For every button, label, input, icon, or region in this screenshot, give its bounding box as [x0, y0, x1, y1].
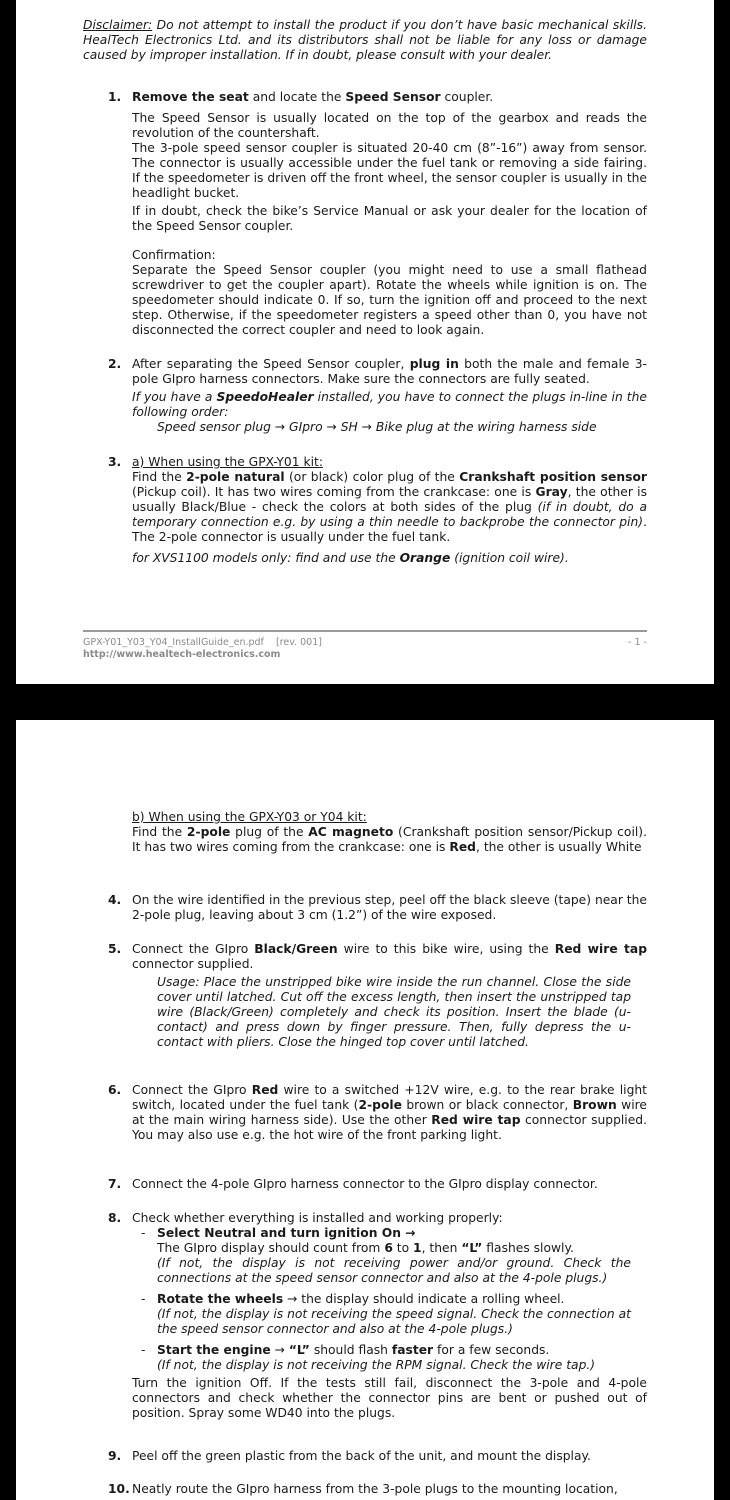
step-1-para-1: The Speed Sensor is usually located on the top of the gearbox and reads the revolution of the countershaft.: [132, 111, 647, 140]
list-item: [83, 1177, 647, 1192]
step-number: 6.: [108, 1083, 122, 1097]
step-9: [83, 1449, 647, 1464]
document-page-1: [16, 0, 714, 684]
step-8-para: Check whether everything is installed and working properly:: [132, 1211, 503, 1225]
step-number: 7.: [108, 1177, 122, 1191]
disclaimer-text: Do not attempt to install the product if you don’t have basic mechanical skills. HealTech Electronics Ltd. and its distributors shall not be liable for any loss or damage caused by improper installation. If in doubt, please consult with your dealer.: [83, 18, 647, 62]
speedohealer-note: If you have a SpeedoHealer installed, you have to connect the plugs in-line in the following order:: [132, 390, 647, 419]
footer-divider: [83, 630, 647, 632]
step-7: [83, 1177, 647, 1192]
list-item: [83, 893, 647, 923]
disclaimer-label: Disclaimer:: [83, 18, 153, 32]
list-item: [83, 1449, 647, 1464]
check-rotate-wheels: - Rotate the wheels → the display should indicate a rolling wheel. (If not, the display is not receiving the speed signal. Check the connection at the speed sensor connector and also at the 4-pole plugs.): [141, 1292, 631, 1336]
step-number: 8.: [108, 1211, 122, 1225]
check-neutral-ignition: - Select Neutral and turn ignition On → The GIpro display should count from 6 to 1, then “L” flashes slowly. (If not, the display is not receiving power and/or ground. Check the connections at the speed sensor connector and also at the 4-pole plugs.): [141, 1226, 631, 1285]
list-item: [83, 1482, 647, 1497]
xvs1100-note: for XVS1100 models only: find and use the Orange (ignition coil wire).: [132, 551, 569, 565]
step-number: 4.: [108, 893, 122, 907]
wire-tap-usage: Usage: Place the unstripped bike wire inside the run channel. Close the side cover until latched. Cut off the excess length, then insert the unstripped tap wire (Black/Green) completely and check its position. Insert the blade (u-contact) and press down by finger pressure. Then, fully depress the u-contact with pliers. Close the hinged top cover until latched.: [157, 975, 631, 1049]
list-item: [83, 357, 647, 435]
list-item: [83, 1083, 647, 1143]
step-number: 5.: [108, 942, 122, 956]
kit-y01-heading: a) When using the GPX-Y01 kit:: [132, 455, 323, 469]
list-item: [83, 810, 647, 855]
step-1-lead: Remove the seat and locate the Speed Sensor coupler.: [132, 90, 494, 104]
step-6: [83, 1083, 647, 1143]
footer-page-number: - 1 -: [628, 637, 647, 648]
kit-y03-y04-heading: b) When using the GPX-Y03 or Y04 kit:: [132, 810, 367, 824]
step-4-para: On the wire identified in the previous step, peel off the black sleeve (tape) near the 2-pole plug, leaving about 3 cm (1.2”) of the wire exposed.: [132, 893, 647, 922]
step-3: [83, 455, 647, 566]
confirmation-text: Separate the Speed Sensor coupler (you might need to use a small flathead screwdriver to get the coupler apart). Rotate the wheels while ignition is on. The speedometer should indicate 0. If so, turn the ignition off and proceed to the next step. Otherwise, if the speedometer registers a speed other than 0, you have not disconnected the correct coupler and need to look again.: [132, 263, 647, 337]
step-1-para-3: If in doubt, check the bike’s Service Manual or ask your dealer for the location of the Speed Sensor coupler.: [132, 204, 647, 233]
step-number: 2.: [108, 357, 122, 371]
step-7-para: Connect the 4-pole GIpro harness connector to the GIpro display connector.: [132, 1177, 598, 1191]
step-1: [83, 90, 647, 338]
bullet-dash: -: [141, 1292, 146, 1306]
check-start-engine: - Start the engine → “L” should flash faster for a few seconds. (If not, the display is not receiving the RPM signal. Check the wire tap.): [141, 1343, 596, 1372]
step-number: 1.: [108, 90, 122, 104]
step-3a-para: Find the 2-pole natural (or black) color plug of the Crankshaft position sensor (Pickup coil). It has two wires coming from the crankcase: one is Gray, the other is usually Black/Blue - check the colors at both sides of the plug (if in doubt, do a temporary connection e.g. by using a thin needle to backprobe the connector pin). The 2-pole connector is usually under the fuel tank.: [132, 470, 647, 544]
step-3b: [83, 810, 647, 855]
step-number: 9.: [108, 1449, 122, 1463]
step-2: [83, 357, 647, 435]
list-item: [83, 90, 647, 338]
step-10: [83, 1482, 647, 1497]
step-8-after: Turn the ignition Off. If the tests still fail, disconnect the 3-pole and 4-pole connectors and check whether the connector pins are bent or pushed out of position. Spray some WD40 into the plugs.: [132, 1376, 647, 1420]
step-5: [83, 942, 647, 1050]
step-9-para: Peel off the green plastic from the back of the unit, and mount the display.: [132, 1449, 591, 1463]
step-6-para: Connect the GIpro Red wire to a switched +12V wire, e.g. to the rear brake light switch, located under the fuel tank (2-pole brown or black connector, Brown wire at the main wiring harness side). Use the other Red wire tap connector supplied. You may also use e.g. the hot wire of the front parking light.: [132, 1083, 648, 1142]
step-number: 10.: [108, 1482, 130, 1496]
step-2-para: After separating the Speed Sensor coupler, plug in both the male and female 3-pole GIpro harness connectors. Make sure the connectors are fully seated.: [132, 357, 647, 386]
list-item: [83, 1211, 647, 1421]
plug-order: Speed sensor plug → GIpro → SH → Bike plug at the wiring harness side: [157, 420, 597, 434]
step-10-para: Neatly route the GIpro harness from the 3-pole plugs to the mounting location,: [132, 1482, 618, 1496]
step-8: [83, 1211, 647, 1421]
list-item: [83, 942, 647, 1050]
step-1-para-2: The 3-pole speed sensor coupler is situated 20-40 cm (8”-16”) away from sensor. The connector is usually accessible under the fuel tank or removing a side fairing. If the speedometer is driven off the front wheel, the sensor coupler is usually in the headlight bucket.: [132, 141, 647, 200]
step-5-para: Connect the GIpro Black/Green wire to this bike wire, using the Red wire tap connector supplied.: [132, 942, 647, 971]
footer-url[interactable]: http://www.healtech-electronics.com: [83, 649, 281, 660]
footer-filename: GPX-Y01_Y03_Y04_InstallGuide_en.pdf [rev. 001]: [83, 637, 322, 648]
step-number: 3.: [108, 455, 122, 469]
confirmation-label: Confirmation:: [132, 248, 216, 262]
step-3b-para: Find the 2-pole plug of the AC magneto (Crankshaft position sensor/Pickup coil). It has two wires coming from the crankcase: one is Red, the other is usually White: [132, 825, 647, 854]
disclaimer: [83, 18, 647, 63]
list-item: [83, 455, 647, 566]
bullet-dash: -: [141, 1343, 146, 1357]
bullet-dash: -: [141, 1226, 146, 1240]
document-page-2: [16, 720, 714, 1500]
step-4: [83, 893, 647, 923]
